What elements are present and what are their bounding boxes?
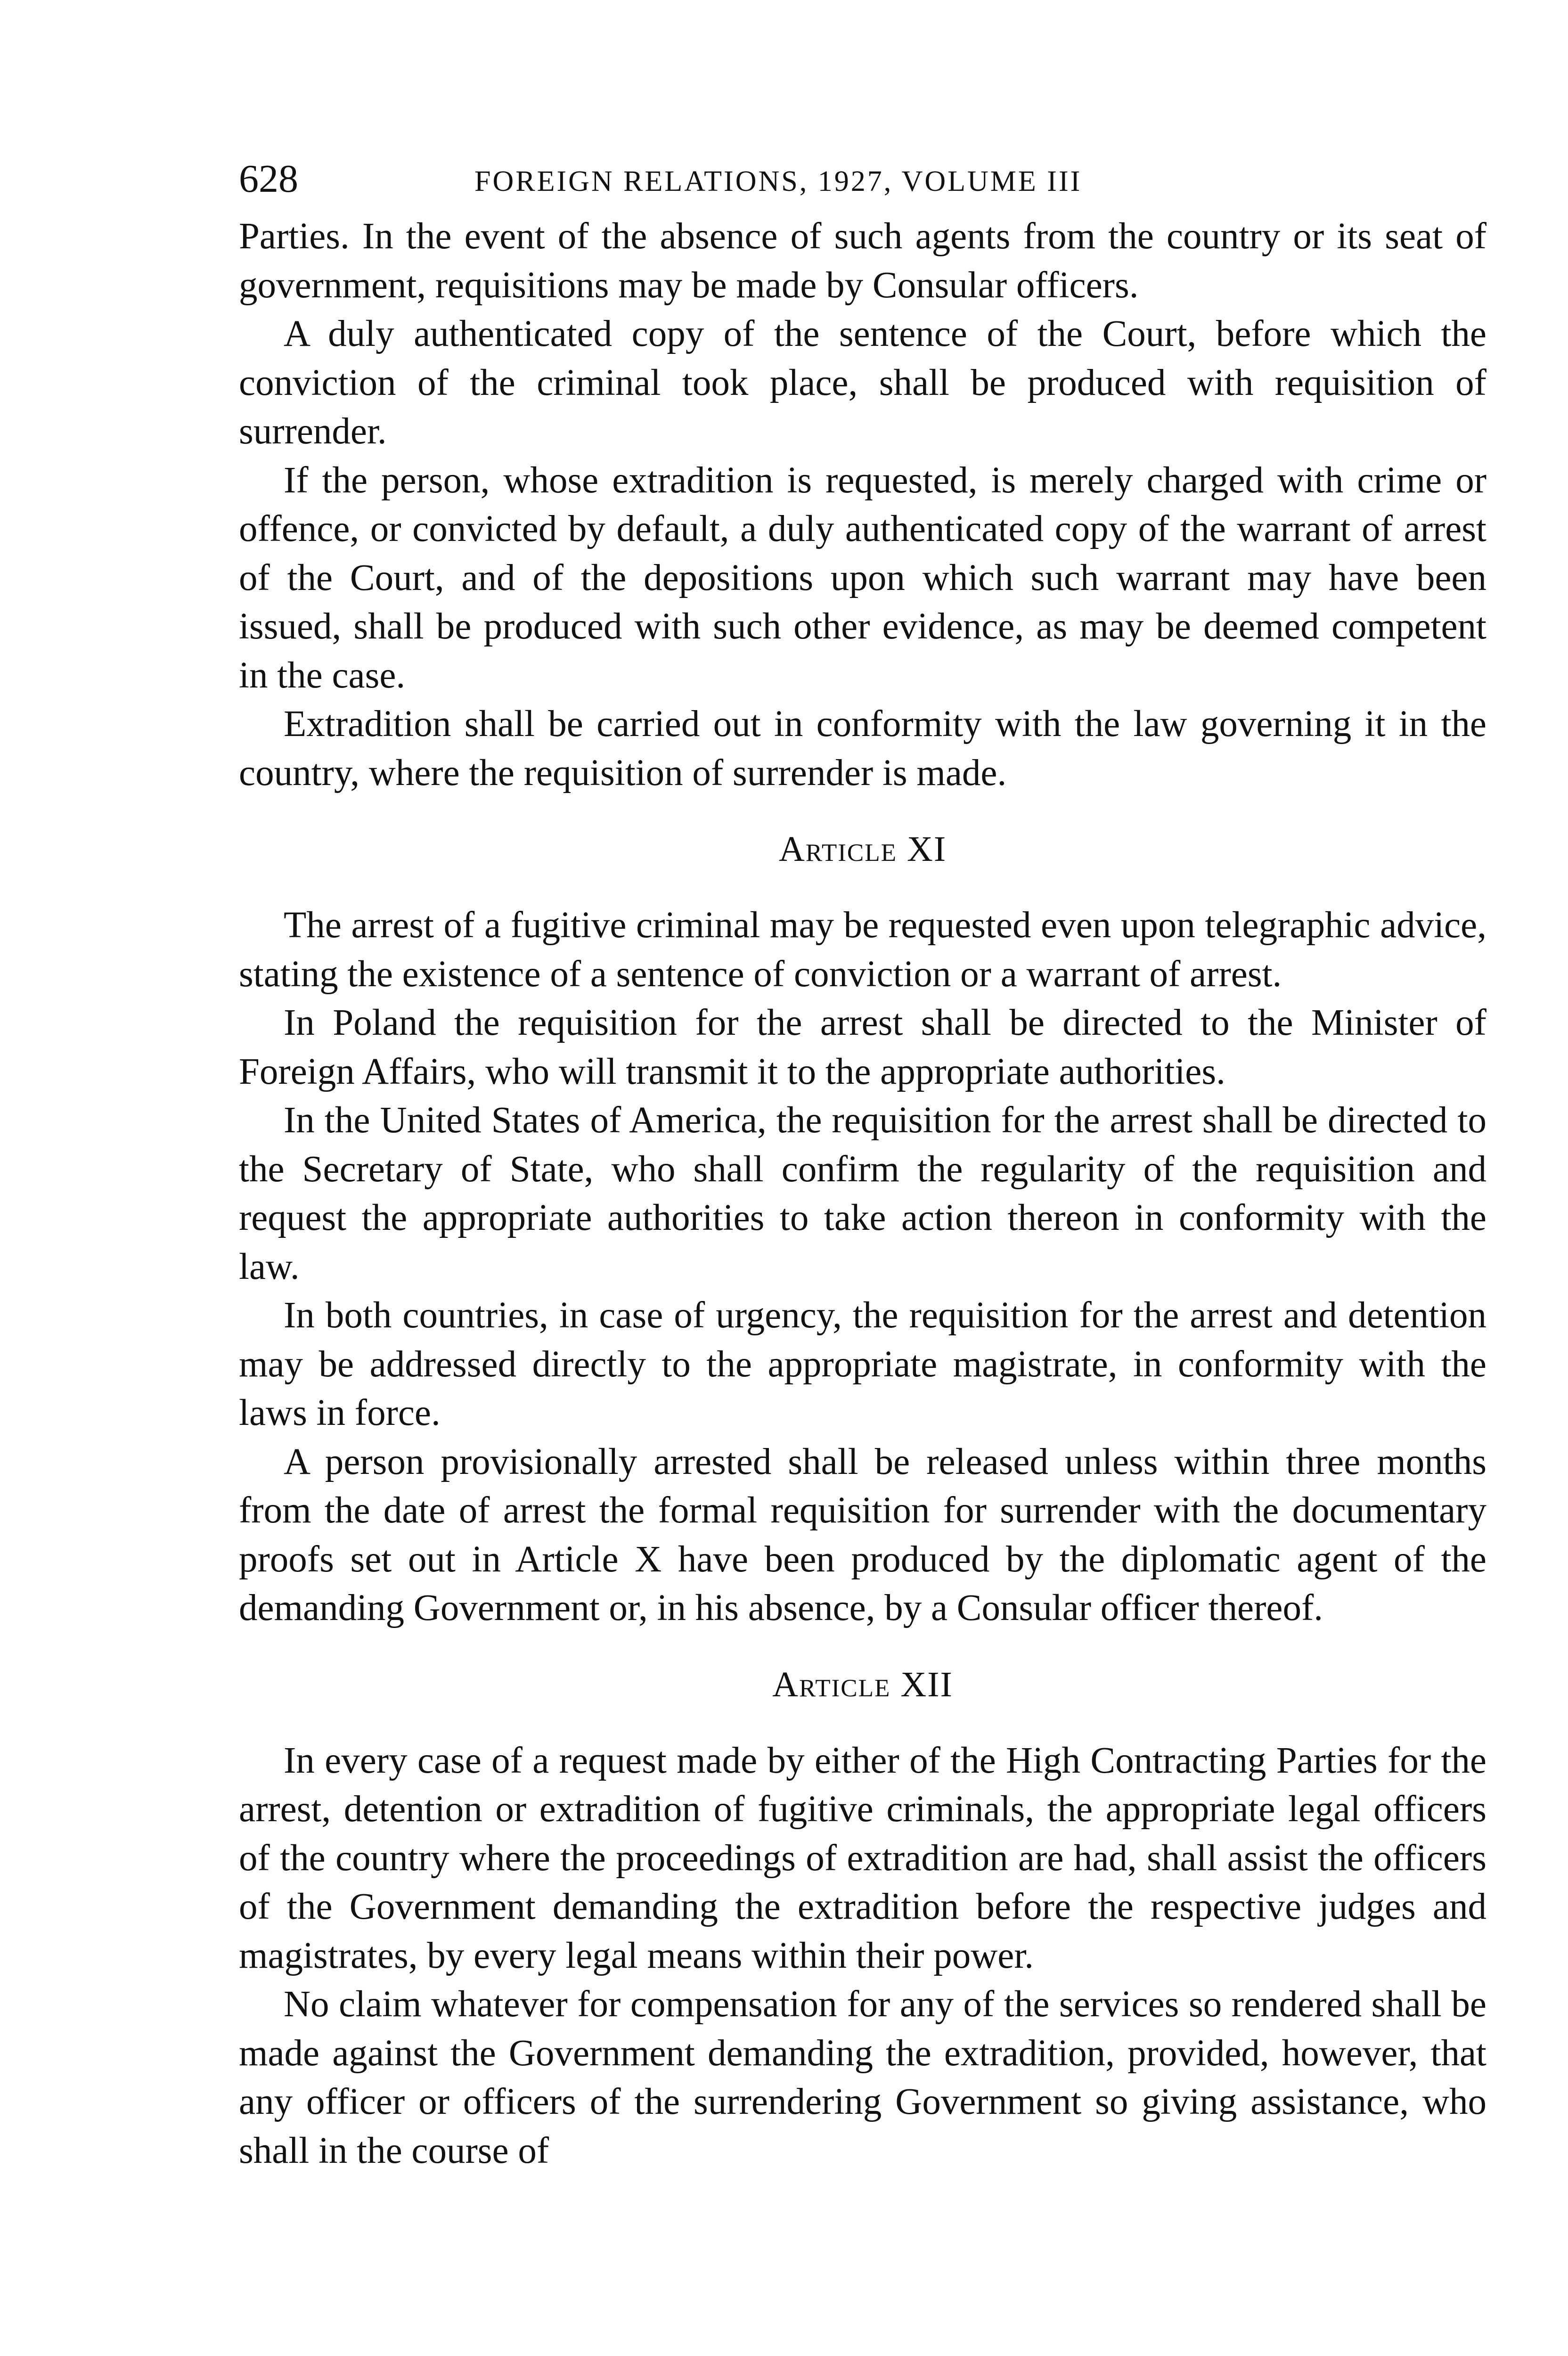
article-xii-heading: Article XII [772,1664,953,1704]
paragraph: A person provisionally arrested shall be released unless within three months from the date of arrest the formal requisition for surrender with the documentary proofs set out in Article X have been produced by the diplomatic agent of the demanding Government or, in his absence, by a Consular officer thereof. [239,1441,1486,1628]
paragraph: In Poland the requisition for the arrest shall be directed to the Minister of Foreign Affairs, who will transmit it to the appropriate authorities. [239,1002,1486,1092]
article-xi-heading: Article XI [778,829,947,869]
document-page [239,155,1486,2175]
paragraph: If the person, whose extradition is requested, is merely charged with crime or offence, or convicted by default, a duly authenticated copy of the warrant of arrest of the Court, and of the depositions upon which such warrant may have been issued, shall be produced with such other evidence, as may be deemed competent in the case. [239,459,1486,696]
paragraph: No claim whatever for compensation for any of the services so rendered shall be made against the Government demanding the extradition, provided, however, that any officer or officers of the surrendering Government so giving assistance, who shall in the course of [239,1984,1486,2171]
paragraph: Extradition shall be carried out in conformity with the law governing it in the country, where the requisition of surrender is made. [239,704,1486,794]
paragraph: In the United States of America, the requisition for the arrest shall be directed to the Secretary of State, who shall confirm the regularity of the requisition and request the appropriate authorities to take action thereon in conformity with the law. [239,1100,1486,1287]
paragraph: A duly authenticated copy of the sentence of the Court, before which the conviction of the criminal took place, shall be produced with requisition of surrender. [239,313,1486,452]
paragraph: In every case of a request made by either of the High Contracting Parties for the arrest, detention or extradition of fugitive criminals, the appropriate legal officers of the country where the proceedings of extradition are had, shall assist the officers of the Government demanding the extradition before the respective judges and magistrates, by every legal means within their power. [239,1740,1486,1976]
running-title: FOREIGN RELATIONS, 1927, VOLUME III [474,165,1082,197]
paragraph: In both countries, in case of urgency, the requisition for the arrest and detention may be addressed directly to the appropriate magistrate, in conformity with the laws in force. [239,1295,1486,1433]
paragraph: The arrest of a fugitive criminal may be requested even upon telegraphic advice, stating the existence of a sentence of conviction or a warrant of arrest. [239,905,1486,995]
page-header [239,155,1486,212]
continued-paragraph: Parties. In the event of the absence of such agents from the country or its seat of government, requisitions may be made by Consular officers. [239,216,1486,306]
document-body [239,212,1486,2175]
page-number: 628 [239,157,298,201]
